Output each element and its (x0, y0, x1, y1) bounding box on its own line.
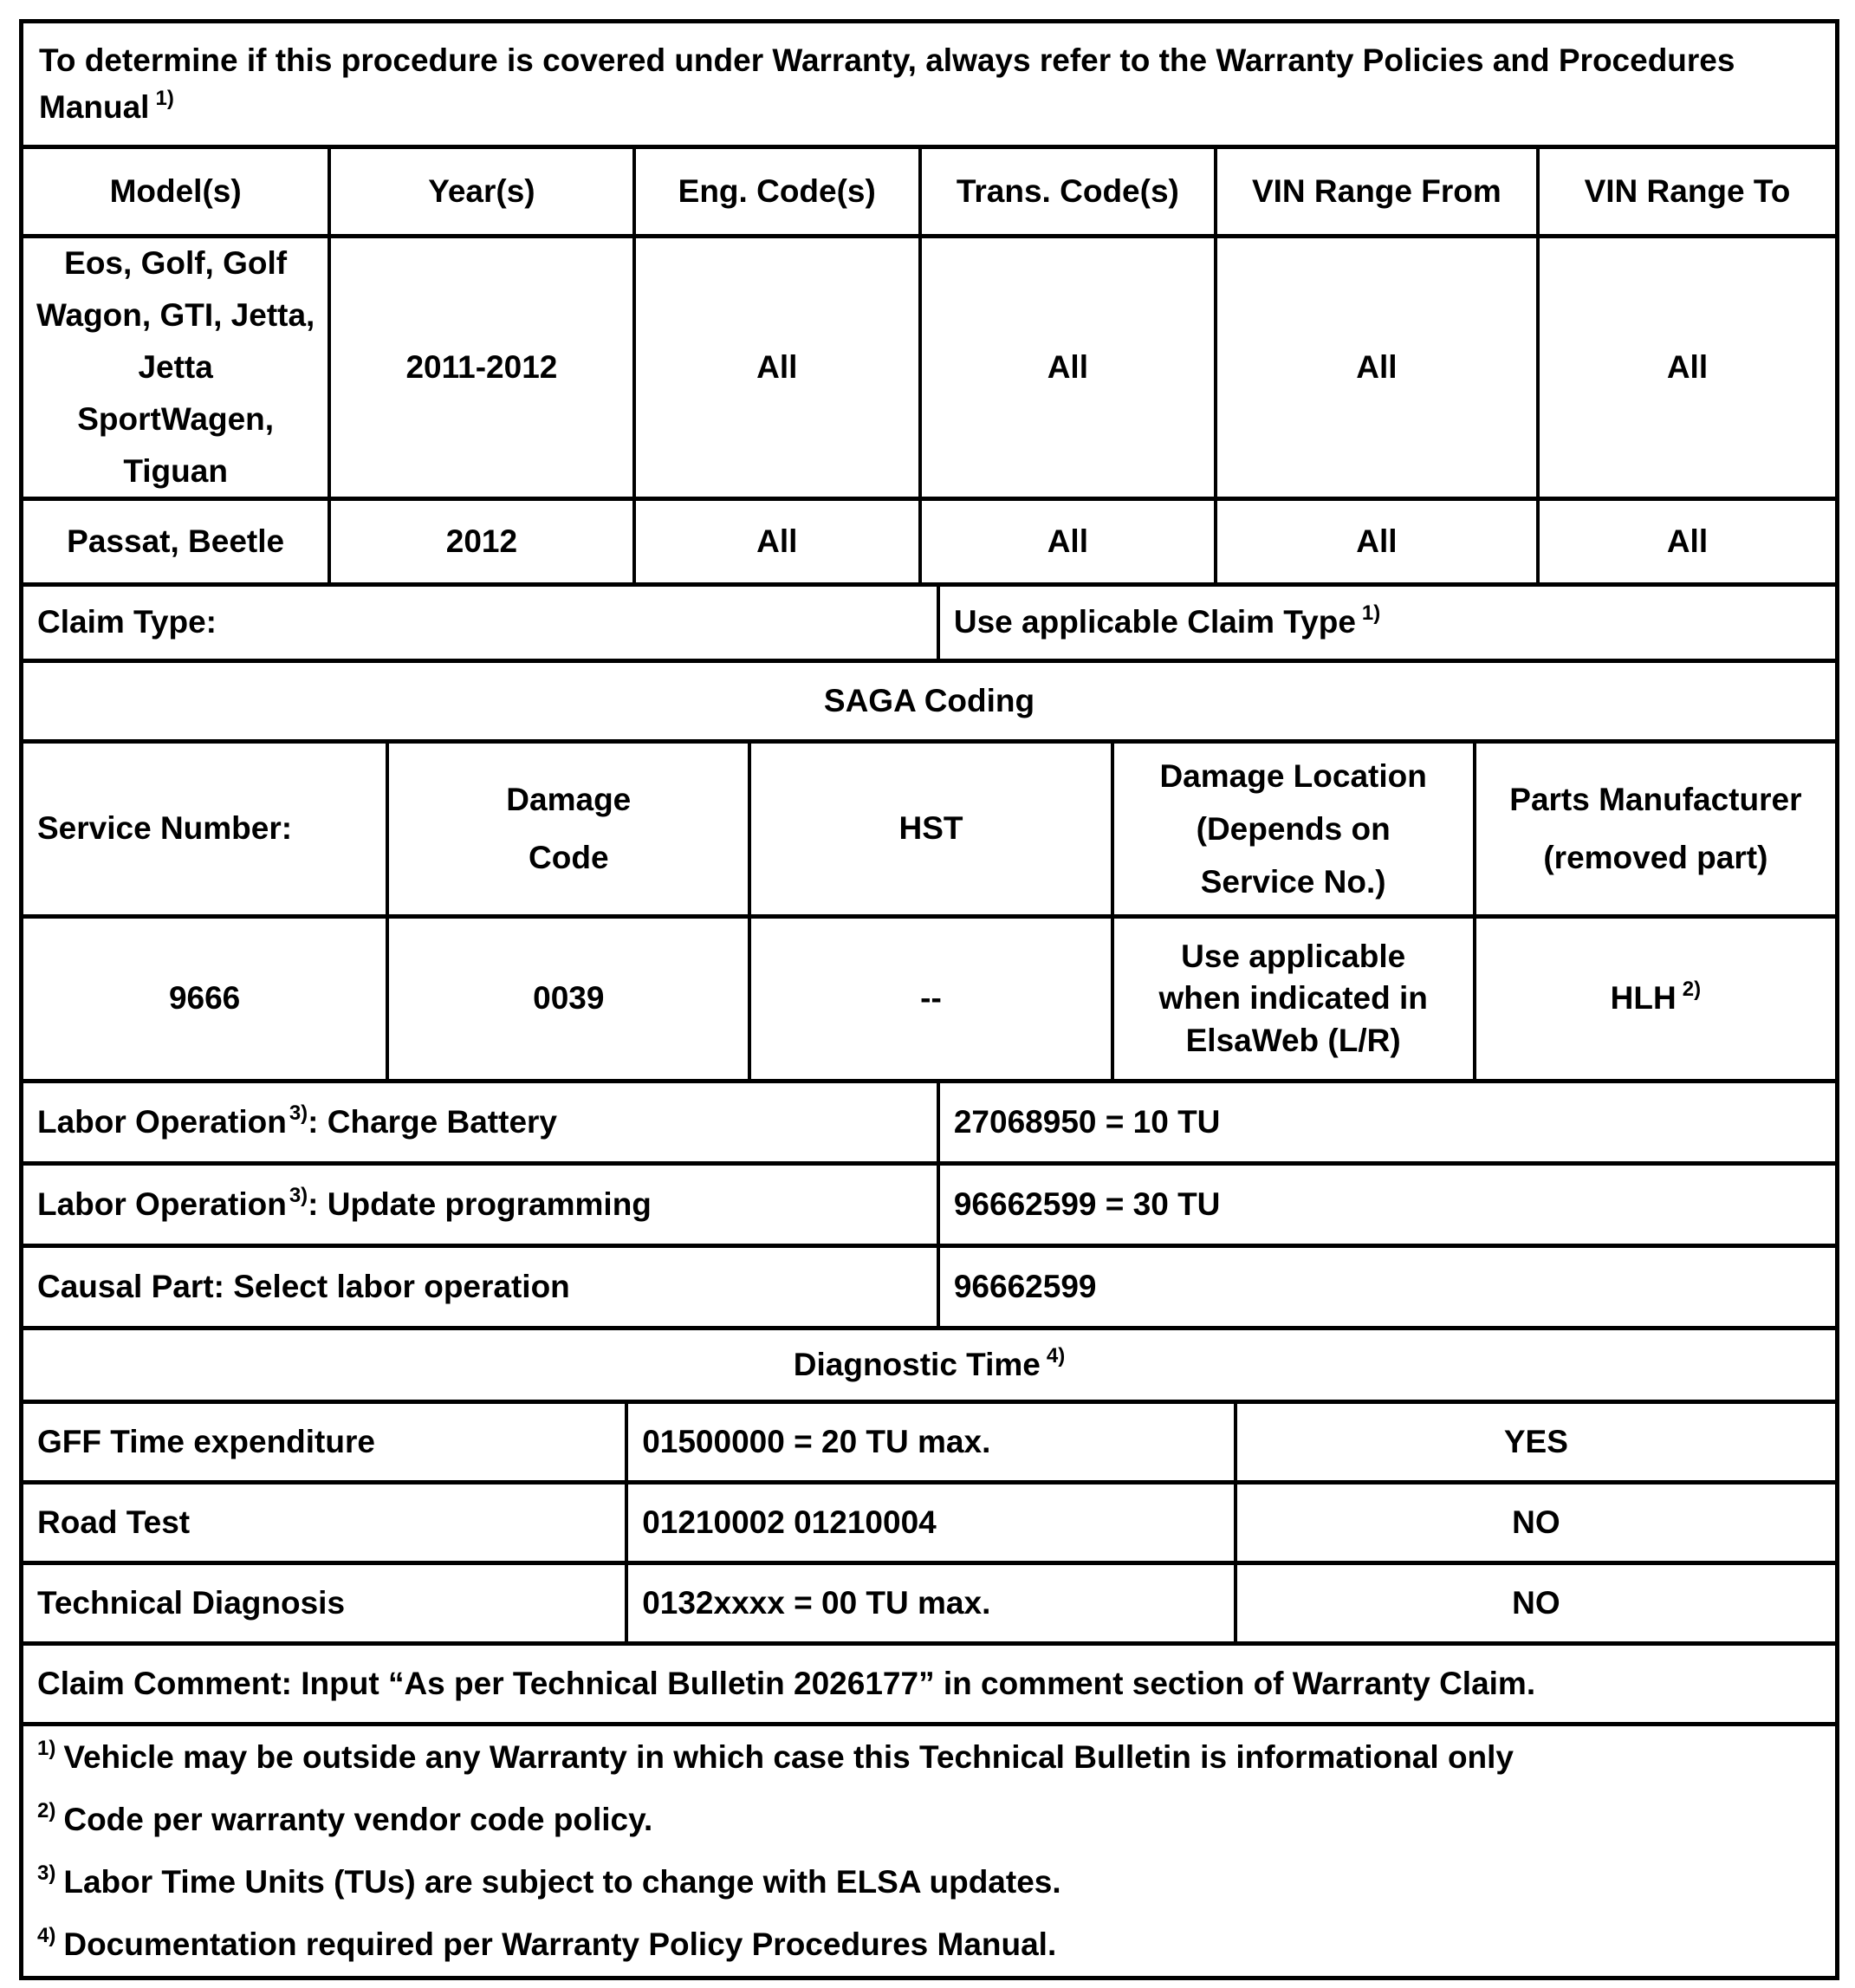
saga-header-damage-code (386, 744, 748, 914)
diagnostic-time-title-text (794, 1345, 1065, 1385)
cell-vin-to-1: All (1536, 238, 1835, 497)
warranty-title-text (39, 37, 1819, 130)
footnote-3 (37, 1862, 1061, 1902)
diagnostic-time-title-cell (23, 1330, 1835, 1400)
footnote-4-text: Documentation required per Warranty Policy Procedures Manual. (63, 1926, 1057, 1963)
labor-operation-footnote-ref-1: 3) (289, 1101, 308, 1125)
saga-header-hst: HST (748, 744, 1110, 914)
labor-operation-footnote-ref-2: 3) (289, 1183, 308, 1207)
saga-value-damage-code: 0039 (386, 919, 748, 1079)
labor-operation-label-1 (23, 1083, 937, 1161)
footnote-3-text: Labor Time Units (TUs) are subject to change with ELSA updates. (63, 1864, 1061, 1900)
cell-trans-2: All (918, 501, 1214, 582)
diagnostic-time-footnote-ref: 4) (1046, 1343, 1066, 1368)
footnote-2 (37, 1800, 652, 1840)
footnotes-cell (23, 1726, 1835, 1976)
vehicle-header-row (23, 145, 1835, 234)
labor-operation-row-1 (23, 1079, 1835, 1161)
header-eng-codes: Eng. Code(s) (632, 149, 918, 234)
footnote-2-text: Code per warranty vendor code policy. (63, 1801, 653, 1837)
warranty-title-cell (23, 23, 1835, 145)
saga-coding-banner-row (23, 659, 1835, 739)
saga-values-row (23, 914, 1835, 1079)
header-models: Model(s) (109, 172, 242, 209)
cell-eng-2: All (632, 501, 918, 582)
diagnostic-row-road-test (23, 1480, 1835, 1561)
saga-value-service-number: 9666 (168, 980, 241, 1017)
diagnostic-applies-gff: YES (1234, 1404, 1835, 1480)
cell-models-1: Eos, Golf, Golf Wagon, GTI, Jetta, Jetta SportWagen, Tiguan (36, 245, 315, 489)
footnote-4 (37, 1925, 1056, 1965)
causal-part-row (23, 1244, 1835, 1326)
cell-vin-to-2: All (1536, 501, 1835, 582)
footnote-3-marker: 3) (37, 1861, 56, 1885)
saga-coding-title: SAGA Coding (823, 682, 1035, 718)
saga-header-row (23, 739, 1835, 914)
footnote-1 (37, 1738, 1514, 1777)
labor-operation-value-2: 96662599 = 30 TU (937, 1166, 1835, 1244)
cell-trans-1: All (918, 238, 1214, 497)
saga-header-damage-code-lines: Damage Code (506, 781, 632, 875)
claim-type-value: Use applicable Claim Type (953, 604, 1356, 640)
cell-models-2: Passat, Beetle (67, 523, 285, 559)
cell-vin-from-1: All (1214, 238, 1536, 497)
claim-type-footnote-ref: 1) (1361, 601, 1381, 626)
saga-header-parts-manufacturer (1473, 744, 1835, 914)
claim-comment: Claim Comment: Input “As per Technical Bulletin 2026177” in comment section of Warranty Claim. (37, 1665, 1536, 1701)
labor-operation-label-text-2: Labor Operation $^{3)}$: Update programming (37, 1183, 652, 1222)
warranty-table (19, 19, 1839, 1980)
cell-eng-1: All (632, 238, 918, 497)
cell-years-1: 2011-2012 (328, 238, 632, 497)
claim-type-value-text (954, 602, 1380, 642)
claim-comment-row (23, 1641, 1835, 1722)
footnote-1-text: Vehicle may be outside any Warranty in which case this Technical Bulletin is informational only (63, 1738, 1514, 1775)
labor-operation-value-1: 27068950 = 10 TU (937, 1083, 1835, 1161)
diagnostic-time-title: Diagnostic Time (793, 1346, 1041, 1382)
vehicle-row-1 (23, 234, 1835, 497)
diagnostic-label-road-test: Road Test (37, 1504, 191, 1540)
diagnostic-label-gff: GFF Time expenditure (37, 1423, 375, 1459)
cell-vin-from-2: All (1214, 501, 1536, 582)
saga-header-service-number: Service Number: (37, 810, 293, 847)
labor-operation-label-text-1: Labor Operation $^{3)}$: Charge Battery (37, 1101, 558, 1140)
causal-part-label: Causal Part: Select labor operation (37, 1268, 570, 1304)
claim-type-value-cell (937, 587, 1835, 659)
labor-operation-row-2 (23, 1161, 1835, 1244)
saga-value-parts-manufacturer-text (1611, 978, 1701, 1018)
diagnostic-row-technical-diagnosis (23, 1561, 1835, 1641)
saga-value-parts-manufacturer: HLH (1610, 980, 1677, 1017)
warranty-title: To determine if this procedure is covered under Warranty, always refer to the Warranty Policies and Procedures Manual (39, 42, 1735, 125)
saga-header-damage-location-lines: Damage Location (Depends on Service No.) (1159, 757, 1427, 900)
saga-value-hst: -- (748, 919, 1110, 1079)
claim-type-label: Claim Type: (37, 604, 217, 640)
warranty-title-footnote-ref: 1) (155, 87, 174, 110)
diagnostic-row-gff (23, 1400, 1835, 1480)
cell-years-2: 2012 (328, 501, 632, 582)
header-trans-codes: Trans. Code(s) (918, 149, 1214, 234)
saga-value-parts-manufacturer-footnote-ref: 2) (1682, 978, 1702, 1002)
claim-type-row (23, 582, 1835, 659)
diagnostic-applies-road-test: NO (1234, 1485, 1835, 1561)
saga-value-damage-location: Use applicable when indicated in ElsaWeb (L/R) (1111, 919, 1473, 1079)
footnotes-row (23, 1722, 1835, 1976)
header-years: Year(s) (328, 149, 632, 234)
footnote-1-marker: 1) (37, 1736, 56, 1760)
saga-header-parts-manufacturer-lines: Parts Manufacturer (removed part) (1509, 781, 1802, 875)
footnote-2-marker: 2) (37, 1798, 56, 1822)
diagnostic-code-gff: 01500000 = 20 TU max. (625, 1404, 1234, 1480)
diagnostic-code-technical-diagnosis: 0132xxxx = 00 TU max. (625, 1565, 1234, 1641)
warranty-title-row (23, 23, 1835, 145)
diagnostic-time-banner-row (23, 1326, 1835, 1400)
diagnostic-applies-technical-diagnosis: NO (1234, 1565, 1835, 1641)
diagnostic-code-road-test: 01210002 01210004 (625, 1485, 1234, 1561)
footnote-4-marker: 4) (37, 1924, 56, 1948)
vehicle-row-2 (23, 497, 1835, 582)
diagnostic-label-technical-diagnosis: Technical Diagnosis (37, 1584, 346, 1621)
header-vin-range-from: VIN Range From (1214, 149, 1536, 234)
causal-part-value: 96662599 (937, 1248, 1835, 1326)
header-vin-range-to: VIN Range To (1536, 149, 1835, 234)
labor-operation-label-2 (23, 1166, 937, 1244)
saga-header-damage-location (1111, 744, 1473, 914)
saga-value-parts-manufacturer-cell (1473, 919, 1835, 1079)
